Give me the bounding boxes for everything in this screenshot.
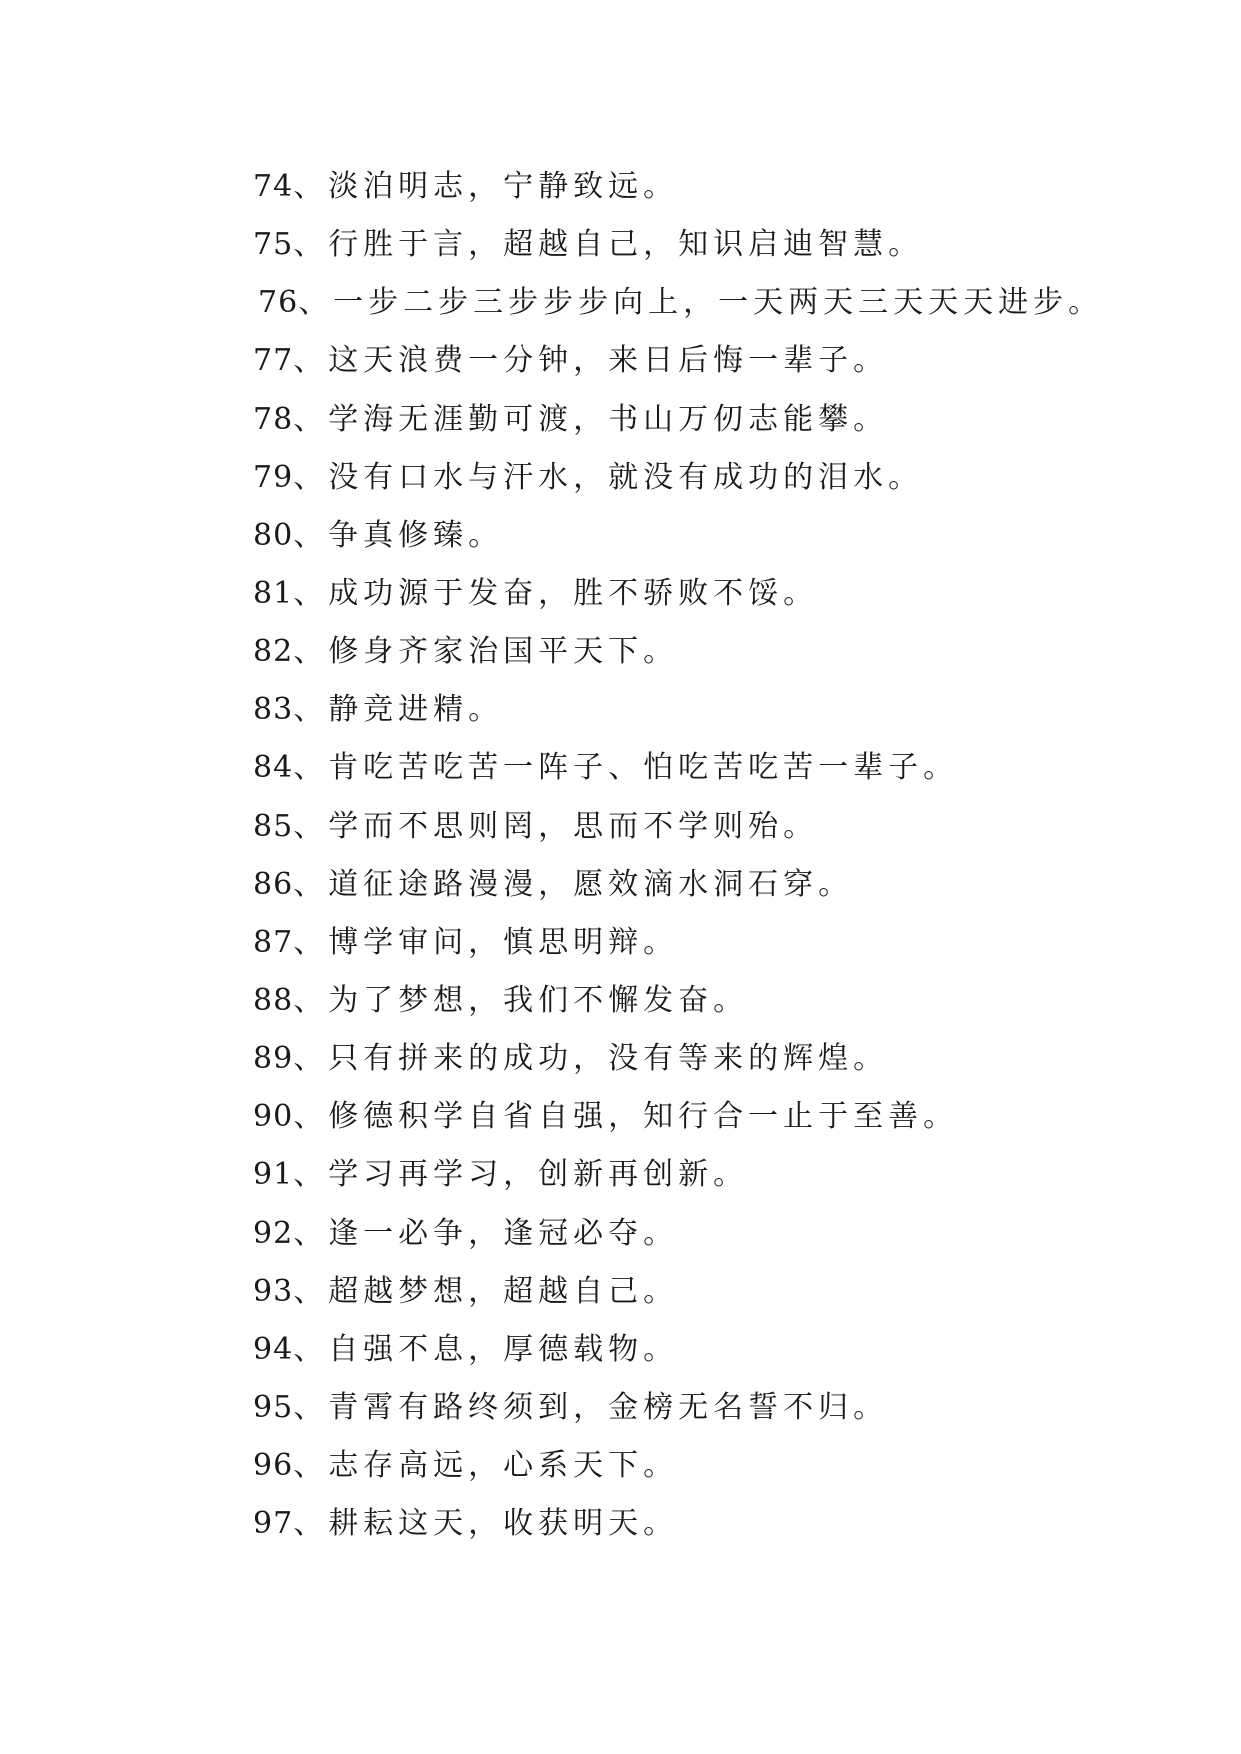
list-item <box>253 681 1153 739</box>
list-item <box>253 1495 1153 1553</box>
list-item <box>253 856 1153 914</box>
item-separator: 、 <box>293 1389 329 1425</box>
list-item <box>253 1205 1153 1263</box>
item-text: 青霄有路终须到，金榜无名誓不归。 <box>328 1389 889 1425</box>
item-number: 81 <box>253 575 294 611</box>
item-text: 只有拼来的成功，没有等来的辉煌。 <box>328 1041 889 1077</box>
item-number: 77 <box>253 343 294 379</box>
list-item <box>253 914 1153 972</box>
item-separator: 、 <box>293 169 329 204</box>
item-separator: 、 <box>293 866 329 902</box>
item-number: 83 <box>253 692 294 728</box>
item-text: 静竞进精。 <box>328 692 504 728</box>
item-number: 91 <box>253 1157 294 1193</box>
item-number: 88 <box>253 982 294 1018</box>
item-separator: 、 <box>293 808 329 844</box>
item-text: 学而不思则罔，思而不学则殆。 <box>328 808 819 844</box>
list-item <box>253 449 1153 507</box>
item-text: 行胜于言，超越自己，知识启迪智慧。 <box>328 227 924 263</box>
item-number: 78 <box>253 401 294 437</box>
item-text: 肯吃苦吃苦一阵子、怕吃苦吃苦一辈子。 <box>328 750 959 786</box>
list-item <box>253 1146 1153 1204</box>
item-separator: 、 <box>293 1448 329 1484</box>
list-item <box>253 158 1153 216</box>
item-number: 90 <box>253 1099 294 1135</box>
item-separator: 、 <box>293 343 329 379</box>
item-separator: 、 <box>293 692 329 728</box>
item-separator: 、 <box>293 1273 329 1309</box>
item-number: 93 <box>253 1273 294 1309</box>
list-item <box>253 623 1153 681</box>
list-item <box>253 1088 1153 1146</box>
list-item <box>253 274 1153 332</box>
item-text: 学习再学习，创新再创新。 <box>328 1157 749 1193</box>
item-text: 志存高远，心系天下。 <box>328 1448 679 1484</box>
item-text: 博学审问，慎思明辩。 <box>328 924 679 960</box>
item-separator: 、 <box>293 401 329 437</box>
item-separator: 、 <box>293 517 329 553</box>
list-item <box>253 332 1153 390</box>
motto-list <box>253 158 1153 1553</box>
list-item <box>253 1030 1153 1088</box>
list-item <box>253 1379 1153 1437</box>
item-separator: 、 <box>293 1331 329 1367</box>
item-separator: 、 <box>293 575 329 611</box>
item-text: 为了梦想，我们不懈发奋。 <box>328 982 749 1018</box>
list-item <box>253 507 1153 565</box>
list-item <box>253 391 1153 449</box>
item-number: 85 <box>253 808 294 844</box>
item-text: 超越梦想，超越自己。 <box>328 1273 679 1309</box>
item-number: 87 <box>253 924 294 960</box>
list-item <box>253 565 1153 623</box>
list-item <box>253 798 1153 856</box>
item-text: 道征途路漫漫，愿效滴水洞石穿。 <box>328 866 854 902</box>
list-item <box>253 972 1153 1030</box>
item-separator: 、 <box>293 924 329 960</box>
item-number: 76 <box>258 285 299 321</box>
item-separator: 、 <box>298 285 334 321</box>
item-separator: 、 <box>293 227 329 263</box>
item-number: 92 <box>253 1215 294 1251</box>
item-number: 86 <box>253 866 294 902</box>
item-text: 这天浪费一分钟，来日后悔一辈子。 <box>328 343 889 379</box>
item-separator: 、 <box>293 1506 329 1542</box>
item-number: 97 <box>253 1506 294 1542</box>
item-separator: 、 <box>293 750 329 786</box>
item-separator: 、 <box>293 634 329 670</box>
item-number: 74 <box>253 169 294 204</box>
item-text: 一步二步三步步步向上，一天两天三天天天进步。 <box>333 285 1104 321</box>
item-number: 96 <box>253 1448 294 1484</box>
item-number: 89 <box>253 1041 294 1077</box>
item-text: 没有口水与汗水，就没有成功的泪水。 <box>328 459 924 495</box>
item-number: 79 <box>253 459 294 495</box>
item-text: 逢一必争，逢冠必夺。 <box>328 1215 679 1251</box>
item-text: 修德积学自省自强，知行合一止于至善。 <box>328 1099 959 1135</box>
item-text: 淡泊明志，宁静致远。 <box>328 169 679 204</box>
item-text: 自强不息，厚德载物。 <box>328 1331 679 1367</box>
item-number: 95 <box>253 1389 294 1425</box>
item-separator: 、 <box>293 1215 329 1251</box>
item-text: 耕耘这天，收获明天。 <box>328 1506 679 1542</box>
list-item <box>253 1437 1153 1495</box>
list-item <box>253 216 1153 274</box>
item-text: 争真修臻。 <box>328 517 504 553</box>
item-separator: 、 <box>293 1099 329 1135</box>
item-separator: 、 <box>293 1157 329 1193</box>
item-number: 80 <box>253 517 294 553</box>
item-number: 84 <box>253 750 294 786</box>
item-separator: 、 <box>293 982 329 1018</box>
item-number: 82 <box>253 634 294 670</box>
item-number: 75 <box>253 227 294 263</box>
item-separator: 、 <box>293 459 329 495</box>
item-text: 成功源于发奋，胜不骄败不馁。 <box>328 575 819 611</box>
list-item <box>253 1321 1153 1379</box>
item-text: 学海无涯勤可渡，书山万仞志能攀。 <box>328 401 889 437</box>
item-number: 94 <box>253 1331 294 1367</box>
list-item <box>253 739 1153 797</box>
item-text: 修身齐家治国平天下。 <box>328 634 679 670</box>
list-item <box>253 1263 1153 1321</box>
item-separator: 、 <box>293 1041 329 1077</box>
